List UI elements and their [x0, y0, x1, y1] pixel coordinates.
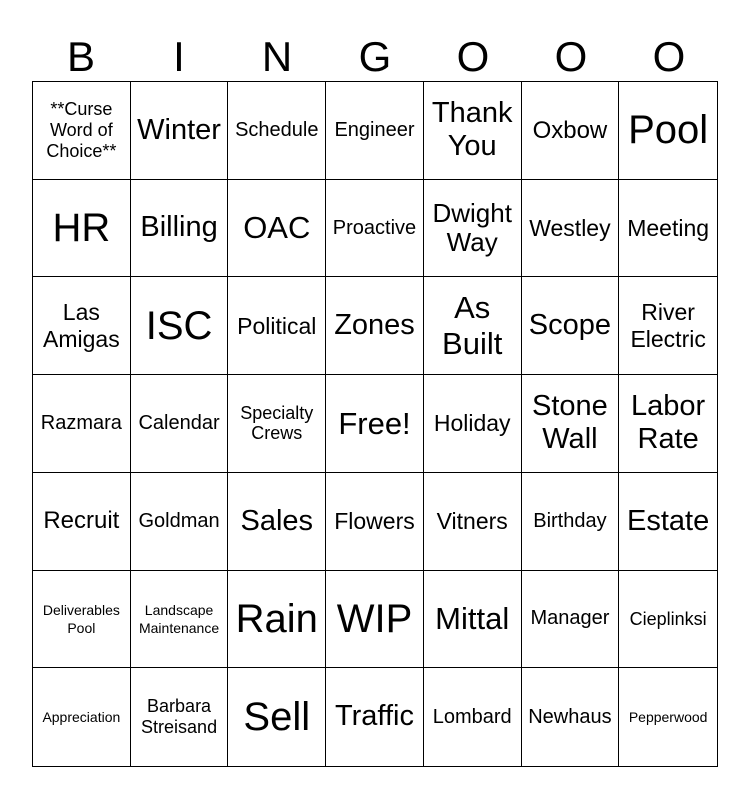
bingo-cell[interactable] [522, 180, 620, 278]
header-letter: O [554, 33, 588, 80]
cell-label: Birthday [533, 509, 607, 532]
bingo-cell[interactable] [326, 180, 424, 278]
bingo-cell[interactable] [228, 668, 326, 766]
bingo-cell[interactable] [33, 668, 131, 766]
cell-label: Cieplinksi [629, 608, 707, 629]
cell-label: Schedule [235, 118, 319, 141]
cell-label: Razmara [40, 411, 122, 434]
cell-label: Mittal [435, 601, 510, 637]
bingo-cell[interactable] [424, 277, 522, 375]
bingo-cell[interactable] [228, 82, 326, 180]
cell-label: Pool [628, 108, 709, 153]
cell-label: Lombard [432, 705, 512, 728]
cell-label: Oxbow [532, 116, 608, 144]
bingo-cell[interactable] [326, 668, 424, 766]
cell-label: Engineer [334, 118, 415, 141]
bingo-cell[interactable] [326, 277, 424, 375]
cell-label: Zones [334, 309, 415, 342]
bingo-cell[interactable] [424, 473, 522, 571]
cell-label: Sales [240, 504, 314, 537]
cell-label: **Curse Word of Choice** [46, 99, 117, 161]
cell-label: Barbara Streisand [141, 696, 218, 738]
bingo-cell[interactable] [522, 82, 620, 180]
cell-label: Proactive [332, 216, 417, 239]
bingo-board [32, 81, 718, 767]
bingo-cell[interactable] [522, 668, 620, 766]
bingo-cell[interactable] [522, 375, 620, 473]
bingo-cell[interactable] [619, 277, 717, 375]
bingo-cell[interactable] [131, 473, 229, 571]
bingo-cell[interactable] [619, 82, 717, 180]
bingo-cell[interactable] [424, 668, 522, 766]
cell-label: Free! [338, 405, 411, 441]
bingo-cell[interactable] [522, 277, 620, 375]
cell-label: Rain [235, 596, 318, 641]
cell-label: Flowers [334, 507, 415, 534]
cell-label: Billing [140, 211, 218, 244]
header-letter: O [652, 33, 686, 80]
header-letter: B [66, 33, 95, 80]
cell-label: HR [52, 206, 111, 251]
cell-label: Recruit [43, 507, 120, 535]
bingo-cell[interactable] [33, 375, 131, 473]
bingo-cell[interactable] [131, 277, 229, 375]
bingo-cell[interactable] [228, 473, 326, 571]
bingo-cell[interactable] [131, 180, 229, 278]
cell-label: Vitners [436, 507, 508, 534]
cell-label: Scope [528, 309, 612, 342]
bingo-header [32, 32, 718, 82]
cell-label: Sell [243, 695, 311, 740]
cell-label: Estate [627, 504, 710, 537]
bingo-cell[interactable] [131, 375, 229, 473]
cell-label: Las Amigas [43, 299, 120, 352]
cell-label: Stone Wall [532, 390, 608, 456]
cell-label: Meeting [627, 214, 710, 241]
bingo-cell[interactable] [33, 82, 131, 180]
header-letter: O [456, 33, 490, 80]
bingo-cell[interactable] [131, 571, 229, 669]
cell-label: Holiday [433, 410, 511, 437]
bingo-cell[interactable] [424, 375, 522, 473]
cell-label: Specialty Crews [240, 402, 314, 444]
cell-label: Labor Rate [631, 390, 706, 456]
bingo-cell[interactable] [33, 277, 131, 375]
bingo-cell[interactable] [228, 375, 326, 473]
bingo-cell[interactable] [228, 277, 326, 375]
bingo-cell[interactable] [131, 668, 229, 766]
cell-label: Landscape Maintenance [138, 601, 220, 636]
bingo-cell[interactable] [619, 668, 717, 766]
bingo-cell[interactable] [326, 571, 424, 669]
cell-label: Goldman [138, 509, 220, 532]
bingo-cell[interactable] [33, 473, 131, 571]
cell-label: Pepperwood [628, 709, 708, 726]
bingo-cell[interactable] [424, 82, 522, 180]
cell-label: Thank You [431, 97, 513, 163]
bingo-cell[interactable] [326, 82, 424, 180]
bingo-cell free-space[interactable] [326, 375, 424, 473]
bingo-cell[interactable] [131, 82, 229, 180]
bingo-cell[interactable] [619, 180, 717, 278]
cell-label: As Built [442, 290, 503, 361]
bingo-cell[interactable] [619, 571, 717, 669]
cell-label: Appreciation [42, 709, 121, 726]
bingo-cell[interactable] [228, 571, 326, 669]
header-letter: G [358, 33, 392, 80]
cell-label: OAC [243, 210, 311, 246]
cell-label: WIP [336, 596, 413, 641]
bingo-cell[interactable] [424, 180, 522, 278]
cell-label: Manager [530, 607, 610, 630]
cell-label: Westley [529, 214, 611, 241]
cell-label: Newhaus [528, 705, 612, 728]
cell-label: Traffic [335, 700, 414, 733]
bingo-cell[interactable] [619, 473, 717, 571]
bingo-cell[interactable] [424, 571, 522, 669]
header-letter: I [173, 33, 185, 80]
bingo-cell[interactable] [522, 571, 620, 669]
bingo-cell[interactable] [33, 180, 131, 278]
bingo-cell[interactable] [228, 180, 326, 278]
cell-label: Deliverables Pool [42, 601, 120, 636]
bingo-cell[interactable] [326, 473, 424, 571]
bingo-cell[interactable] [33, 571, 131, 669]
cell-label: Winter [137, 113, 221, 146]
cell-label: River Electric [630, 299, 706, 352]
bingo-cell[interactable] [522, 473, 620, 571]
header-letter: N [261, 33, 293, 80]
cell-label: Calendar [138, 411, 220, 434]
cell-label: Dwight Way [432, 197, 512, 258]
cell-label: Political [237, 312, 317, 339]
cell-label: ISC [145, 303, 213, 348]
bingo-cell[interactable] [619, 375, 717, 473]
